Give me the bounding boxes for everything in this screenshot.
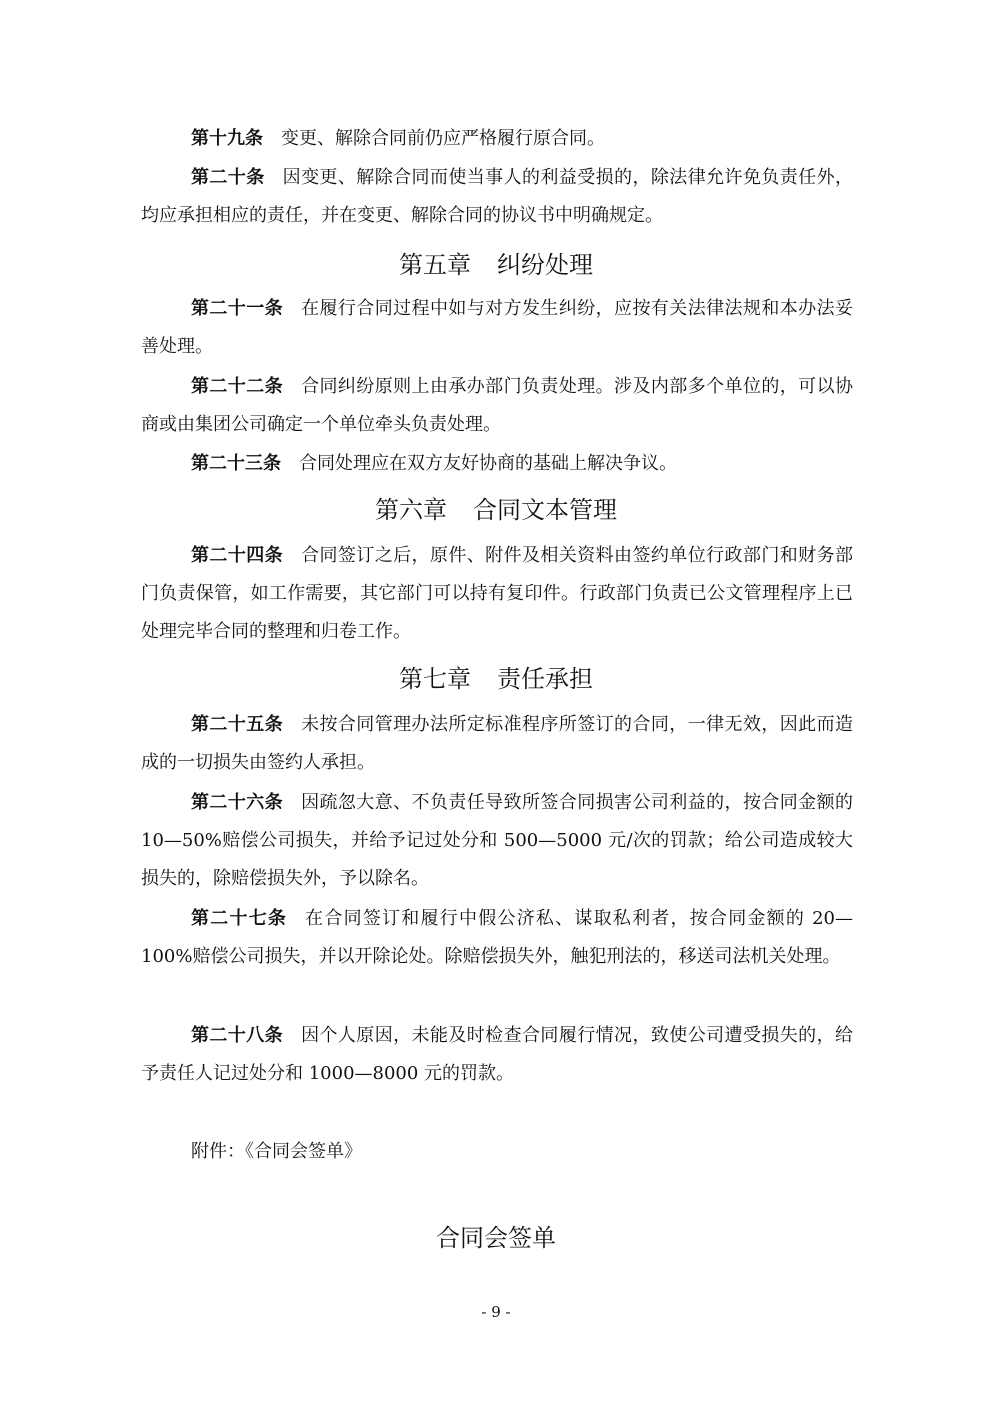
article-text: 在履行合同过程中如与对方发生纠纷，应按有关法律法规和本办法妥善处理。 <box>141 298 854 357</box>
article-text: 合同纠纷原则上由承办部门负责处理。涉及内部多个单位的，可以协商或由集团公司确定一个单位牵头负责处理。 <box>141 376 854 435</box>
article-19 <box>141 120 853 158</box>
chapter-5-heading <box>0 247 992 283</box>
chapter-6-heading <box>0 492 992 528</box>
chapter-title: 合同文本管理 <box>473 496 617 524</box>
article-text: 未按合同管理办法所定标准程序所签订的合同，一律无效，因此而造成的一切损失由签约人承担。 <box>141 714 854 773</box>
form-title: 合同会签单 <box>436 1224 556 1252</box>
article-text: 因疏忽大意、不负责任导致所签合同损害公司利益的，按合同金额的 10—50%赔偿公司损失，并给予记过处分和 500—5000 元/次的罚款；给公司造成较大损失的，除赔偿损失外，予以除名。 <box>141 792 854 889</box>
article-label: 第二十三条 <box>191 453 281 474</box>
article-label: 第二十六条 <box>191 792 284 813</box>
article-text: 合同签订之后，原件、附件及相关资料由签约单位行政部门和财务部门负责保管，如工作需要，其它部门可以持有复印件。行政部门负责已公文管理程序上已处理完毕合同的整理和归卷工作。 <box>141 545 854 642</box>
article-text: 因变更、解除合同而使当事人的利益受损的，除法律允许免负责任外，均应承担相应的责任，并在变更、解除合同的协议书中明确规定。 <box>141 167 854 226</box>
article-label: 第二十一条 <box>191 298 284 319</box>
chapter-number: 第七章 <box>399 665 471 693</box>
article-text: 变更、解除合同前仍应严格履行原合同。 <box>281 128 605 149</box>
article-22 <box>141 368 853 444</box>
article-label: 第二十八条 <box>191 1025 284 1046</box>
chapter-title: 纠纷处理 <box>497 251 593 279</box>
chapter-title: 责任承担 <box>497 665 593 693</box>
article-label: 第二十七条 <box>191 908 288 929</box>
article-label: 第十九条 <box>191 128 263 149</box>
article-27 <box>141 900 853 976</box>
article-label: 第二十二条 <box>191 376 284 397</box>
article-text: 合同处理应在双方友好协商的基础上解决争议。 <box>299 453 677 474</box>
article-label: 第二十五条 <box>191 714 284 735</box>
article-label: 第二十条 <box>191 167 265 188</box>
chapter-7-heading <box>0 661 992 697</box>
article-23 <box>141 445 853 483</box>
article-20 <box>141 159 853 235</box>
chapter-number: 第五章 <box>399 251 471 279</box>
article-28 <box>141 1017 853 1093</box>
article-26 <box>141 784 853 898</box>
article-25 <box>141 706 853 782</box>
article-text: 因个人原因，未能及时检查合同履行情况，致使公司遭受损失的，给予责任人记过处分和 1000—8000 元的罚款。 <box>141 1025 854 1084</box>
article-label: 第二十四条 <box>191 545 284 566</box>
article-24 <box>141 537 853 651</box>
article-text: 在合同签订和履行中假公济私、谋取私利者，按合同金额的 20—100%赔偿公司损失，并以开除论处。除赔偿损失外，触犯刑法的，移送司法机关处理。 <box>141 908 854 967</box>
chapter-number: 第六章 <box>375 496 447 524</box>
article-21 <box>141 290 853 366</box>
page-number: - 9 - <box>481 1303 511 1321</box>
attachment-note: 附件：《合同会签单》 <box>191 1141 362 1162</box>
